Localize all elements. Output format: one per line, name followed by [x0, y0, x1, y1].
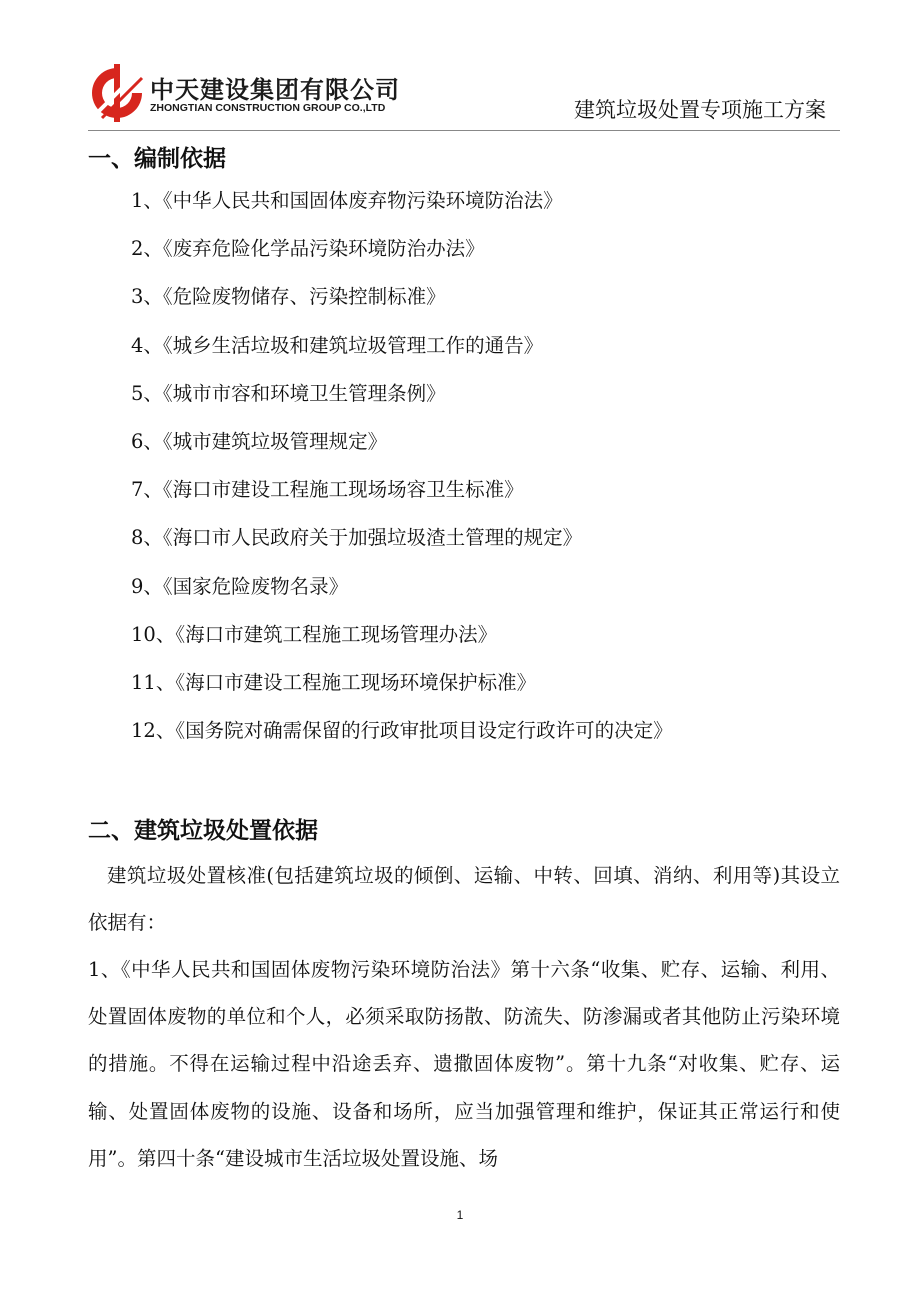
document-title: 建筑垃圾处置专项施工方案	[574, 98, 826, 122]
list-item: 4、《城乡生活垃圾和建筑垃圾管理工作的通告》	[131, 333, 544, 357]
list-item: 5、《城市市容和环境卫生管理条例》	[131, 381, 446, 405]
header-divider	[88, 130, 840, 131]
paragraph-law-articles: 1、《中华人民共和国固体废物污染环境防治法》第十六条“收集、贮存、运输、利用、处置固体废物的单位和个人，必须采取防扬散、防流失、防渗漏或者其他防止污染环境的措施。不得在运输过程中沿途丢弃、遗撒固体废物”。第十九条“对收集、贮存、运输、处置固体废物的设施、设备和场所，应当加强管理和维护，保证其正常运行和使用”。第四十条“建设城市生活垃圾处置设施、场	[88, 958, 840, 1170]
list-item: 8、《海口市人民政府关于加强垃圾渣土管理的规定》	[131, 526, 583, 550]
page-header	[88, 58, 840, 128]
list-item: 2、《废弃危险化学品污染环境防治办法》	[131, 237, 485, 261]
list-item: 9、《国家危险废物名录》	[131, 574, 349, 598]
logo-chinese-name: 中天建设集团有限公司	[150, 76, 400, 104]
section-heading-basis: 一、编制依据	[88, 146, 226, 172]
logo-emblem-icon	[88, 64, 146, 122]
list-item: 11、《海口市建设工程施工现场环境保护标准》	[131, 670, 537, 694]
paragraph-intro: 建筑垃圾处置核准(包括建筑垃圾的倾倒、运输、中转、回填、消纳、利用等)其设立依据有：	[88, 864, 840, 935]
list-item: 10、《海口市建筑工程施工现场管理办法》	[131, 622, 498, 646]
regulation-list	[131, 186, 673, 764]
list-item: 7、《海口市建设工程施工现场场容卫生标准》	[131, 478, 524, 502]
logo-english-name: ZHONGTIAN CONSTRUCTION GROUP CO.,LTD	[150, 102, 386, 114]
list-item: 12、《国务院对确需保留的行政审批项目设定行政许可的决定》	[131, 719, 673, 743]
list-item: 1、《中华人民共和国固体废弃物污染环境防治法》	[131, 189, 563, 212]
company-logo	[88, 64, 408, 122]
list-item: 3、《危险废物储存、污染控制标准》	[131, 285, 446, 309]
page-number: 1	[456, 1208, 464, 1222]
list-item: 6、《城市建筑垃圾管理规定》	[131, 429, 388, 453]
section-heading-disposal: 二、建筑垃圾处置依据	[88, 818, 318, 844]
